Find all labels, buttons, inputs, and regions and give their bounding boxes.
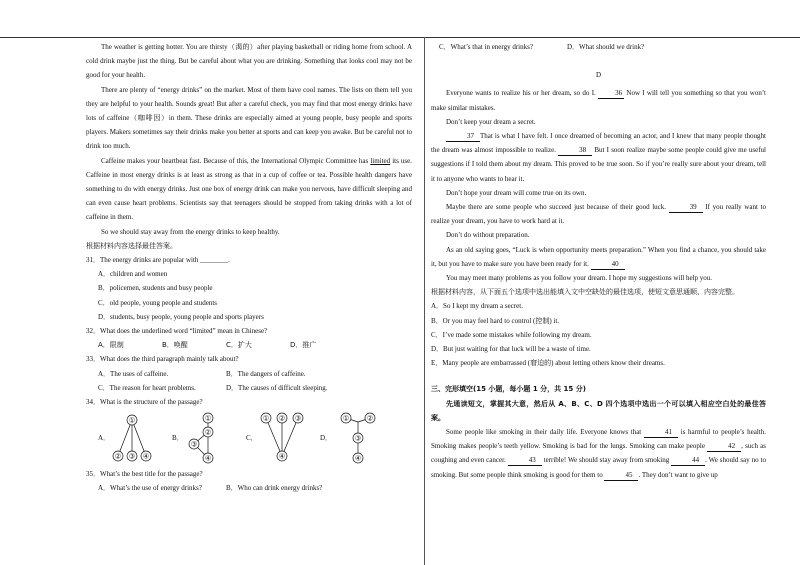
column-divider	[424, 37, 425, 565]
blank-37[interactable]: 37	[446, 131, 480, 142]
question-35: 35．What’s the best title for the passage?	[86, 470, 203, 479]
top-rule	[0, 37, 800, 38]
passage-paragraph: There are plenty of “energy drinks” on the market. Most of them have cool names. The lists on them tell you they are helpful to your health. Sounds great! But after a careful check, you may find that most energy drinks have lots of caffeine（咖啡因）in them. These drinks are especially aimed at young people, busy people and sports players. Makers sometimes say their drinks make you better at sports and can keep you awake. But be careful not to drink too much.	[86, 85, 412, 151]
left-column	[86, 40, 412, 496]
instruction: 根据材料内容选择最佳答案。	[86, 241, 177, 250]
node-label: ①	[262, 414, 269, 423]
heading-sentence: Don’t keep your dream a secret.	[446, 117, 536, 126]
passage-paragraph	[431, 86, 766, 114]
blank-44[interactable]: 44	[671, 455, 705, 466]
option-row	[86, 481, 412, 495]
passage-paragraph: You may meet many problems as you follow your dream. I hope my suggestions will help you.	[446, 274, 713, 283]
section-title: 三、完形填空(15 小题，每小题 1 分，共 15 分)	[431, 385, 586, 394]
option-row	[431, 40, 766, 54]
structure-option-c[interactable]	[246, 412, 320, 464]
node-label: ④	[142, 452, 150, 461]
structure-options	[86, 409, 412, 467]
passage-paragraph: So we should stay away from the energy drinks to keep healthy.	[101, 227, 280, 236]
option[interactable]: B．policemen, students and busy people	[98, 284, 213, 293]
node-label: ①	[204, 414, 211, 423]
node-label: ③	[354, 434, 362, 443]
option[interactable]: D．students, busy people, young people and sports players	[98, 312, 264, 321]
question-34: 34．What is the structure of the passage?	[86, 398, 203, 407]
option[interactable]: A．The uses of caffeine.	[98, 369, 169, 378]
option[interactable]: A．限制	[98, 341, 124, 350]
paragraph-text: As an old saying goes, “Luck is when opportunity meets preparation.” When you find a chance, you should take it, but you have to make sure you have been ready for it.	[431, 245, 766, 268]
option[interactable]: A．What’s the use of energy drinks?	[98, 484, 202, 493]
option[interactable]: A．So I kept my dream a secret.	[431, 302, 523, 311]
node-label: ④	[204, 454, 211, 463]
option[interactable]: D．What should we drink?	[567, 43, 645, 51]
section-letter: D	[595, 71, 602, 80]
paragraph-text: Now I will tell you something so that you won’t make similar mistakes.	[431, 89, 766, 112]
blank-43[interactable]: 43	[508, 455, 542, 466]
paragraph-text: If you really want to realize your dream, you have to work hard at it.	[431, 203, 766, 226]
paragraph-text: . They don’t want to give up	[638, 470, 718, 479]
paragraph-text: its use. Caffeine in most energy drinks is at least as strong as that in a cup of coffee or tea. Possible health dangers have something to do with energy drinks. Just one box of energy drink can make you nervous, have difficult sleeping and can even cause heart problems. Scientists say that teenagers should be stopped from taking drinks with a lot of caffeine in them.	[86, 156, 412, 222]
option[interactable]: A．children and women	[98, 270, 168, 279]
blank-39[interactable]: 39	[669, 202, 703, 213]
spacer	[431, 370, 766, 382]
heading-sentence: Don’t hope your dream will come true on its own.	[446, 188, 587, 197]
question-32: 32．What does the underlined word “limited” mean in Chinese?	[86, 327, 268, 336]
option[interactable]: C．I’ve made some mistakes while following my dream.	[431, 330, 592, 339]
node-label: ④	[354, 454, 362, 463]
option-label: A．	[98, 434, 111, 443]
option-row	[86, 381, 412, 395]
blank-36[interactable]: 36	[598, 88, 624, 99]
paragraph-text: Maybe there are some people who succeed just because of their good luck.	[446, 203, 669, 212]
paragraph-text: That is what I have felt. I once dreamed of becoming an actor, and I knew that many people thought the dream was almost impossible to realize.	[431, 132, 766, 155]
node-label: ③	[190, 440, 197, 449]
passage-paragraph: The weather is getting hotter. You are thirsty（渴的）after playing basketball or riding home from school. A cold drink maybe just the thing. But be careful about what you are drinking. Something that looks cool may not be good for your health.	[86, 43, 412, 80]
structure-option-a[interactable]	[98, 412, 172, 464]
option[interactable]: D．The causes of difficult sleeping.	[226, 383, 328, 392]
paragraph-text: Everyone wants to realize his or her dream, so do I.	[446, 89, 599, 98]
option[interactable]: E．Many people are embarrassed (窘迫的) about letting others know their dreams.	[431, 359, 665, 368]
structure-diagram-a	[110, 412, 160, 464]
paragraph-text: . We should say no to smoking. But some people think smoking is good for them to	[431, 456, 766, 479]
option[interactable]: B．Or you may feel hard to control (控制) it.	[431, 316, 560, 325]
node-label: ①	[342, 414, 350, 423]
option[interactable]: D．But just waiting for that luck will be a waste of time.	[431, 345, 591, 354]
right-column	[431, 40, 766, 482]
structure-diagram-b	[184, 412, 234, 464]
option-row	[86, 338, 412, 352]
option-label: C．	[246, 434, 258, 443]
blank-41[interactable]: 41	[644, 427, 678, 438]
option[interactable]: C．What’s that in energy drinks?	[439, 43, 533, 51]
question-31: 31．The energy drinks are popular with ________.	[86, 256, 230, 265]
option[interactable]: B．唤醒	[162, 341, 188, 350]
option[interactable]: C．扩大	[226, 341, 252, 350]
blank-38[interactable]: 38	[558, 145, 592, 156]
structure-diagram-c	[258, 412, 308, 464]
paragraph-text: terrible! We should stay away from smoking	[541, 456, 672, 465]
structure-option-d[interactable]	[320, 412, 394, 464]
node-label: ④	[278, 452, 285, 461]
structure-diagram-d	[332, 412, 382, 464]
blank-40[interactable]: 40	[591, 259, 625, 270]
option[interactable]: B．The dangers of caffeine.	[226, 369, 306, 378]
cloze-paragraph	[431, 425, 766, 482]
underlined-word: limited	[370, 156, 391, 165]
paragraph-text: is harmful to people’s health. Smoking makes people’s teeth yellow. Smoking is bad for the lungs. Smoking can make people	[431, 428, 766, 451]
question-33: 33．What does the third paragraph mainly talk about?	[86, 355, 239, 364]
option[interactable]: C．The reason for heart problems.	[98, 383, 196, 392]
node-label: ③	[128, 452, 136, 461]
structure-option-b[interactable]	[172, 412, 246, 464]
node-label: ②	[278, 414, 285, 423]
passage-paragraph	[431, 200, 766, 228]
instruction: 根据材料内容，从下面五个选项中选出能填入文中空缺处的最佳选项，使短文意思通顺、内容完整。	[431, 288, 739, 297]
option-label: B．	[172, 434, 184, 443]
option[interactable]: D．推广	[290, 341, 317, 350]
node-label: ①	[128, 416, 136, 425]
passage-paragraph	[86, 154, 412, 225]
paragraph-text: , such as coughing and even cancer.	[431, 442, 766, 465]
node-label: ②	[366, 414, 374, 423]
paragraph-text: Caffeine makes your heartbeat fast. Because of this, the International Olympic Committee has	[101, 156, 371, 165]
node-label: ②	[204, 428, 211, 437]
option[interactable]: C．old people, young people and students	[98, 298, 217, 307]
option-label: D．	[320, 434, 333, 443]
heading-sentence: Don’t do without preparation.	[446, 231, 530, 240]
option-row	[86, 367, 412, 381]
blank-45[interactable]: 45	[604, 470, 638, 481]
section-instruction: 先通读短文，掌握其大意，然后从 A、B、C、D 四个选项中选出一个可以填入相应空白处的最佳答案。	[431, 399, 766, 422]
node-label: ②	[114, 452, 122, 461]
option[interactable]: B．Who can drink energy drinks?	[226, 484, 323, 493]
paragraph-text: But I soon realize maybe some people could give me useful suggestions if I told them about my dream. This proved to be true soon. So if you’re really sure about your dream, tell it to anyone who wants to hear it.	[431, 146, 766, 183]
blank-42[interactable]: 42	[707, 441, 741, 452]
passage-paragraph	[431, 243, 766, 271]
passage-paragraph	[431, 129, 766, 186]
spacer	[431, 54, 766, 68]
paragraph-text: Some people like smoking in their daily life. Everyone knows that	[446, 428, 644, 437]
node-label: ③	[294, 414, 301, 423]
